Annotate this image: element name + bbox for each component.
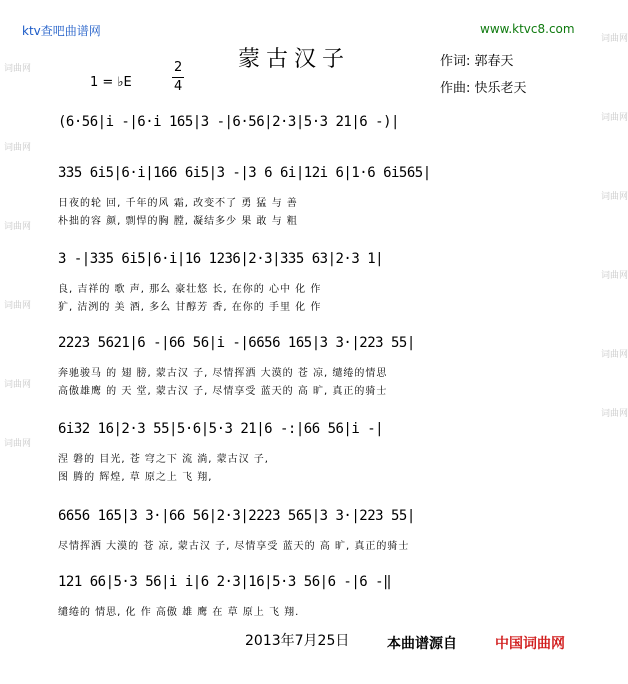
watermark-text: 词曲网 (601, 192, 628, 202)
watermark-right (601, 30, 628, 424)
source-label: 本曲谱源自 (387, 636, 457, 652)
score-system-3-lyrics-verse-1: 良, 吉祥的 歌 声, 那么 豪壮悠 长, 在你的 心中 化 作 (58, 284, 322, 295)
lyricist-credit: 作词: 郭春天 (440, 54, 514, 69)
composer-credit: 作曲: 快乐老天 (440, 81, 527, 96)
score-system-5-lyrics-verse-1: 涅 磐的 目光, 苍 穹之下 流 淌, 蒙古汉 子, (58, 454, 269, 465)
watermark-text: 词曲网 (4, 380, 32, 390)
score-system-2-lyrics-verse-2: 朴拙的容 颜, 剽悍的胸 膛, 凝结多少 果 敢 与 粗 (58, 216, 298, 227)
score-system-5-notes: 6i32 16|2·3 55|5·6|5·3 21|6 -:|66 56|i -| (58, 421, 384, 437)
watermark-text: 词曲网 (601, 113, 628, 123)
key-signature: 1 = ♭E (90, 75, 132, 90)
watermark-text: 词曲网 (4, 143, 32, 153)
score-system-2-lyrics-verse-1: 日夜的轮 回, 千年的风 霜, 改变不了 勇 猛 与 善 (58, 198, 298, 209)
score-system-3-notes: 3 -|335 6i5|6·i|16 1236|2·3|335 63|2·3 1| (58, 251, 384, 267)
score-system-6-lyrics: 尽情挥洒 大漠的 苍 凉, 蒙古汉 子, 尽情享受 蓝天的 高 旷, 真正的骑士 (58, 541, 410, 552)
watermark-text: 词曲网 (4, 301, 32, 311)
score-system-2-notes: 335 6i5|6·i|166 6i5|3 -|3 6 6i|12i 6|1·6 6i565| (58, 165, 431, 181)
watermark-text: 词曲网 (601, 271, 628, 281)
score-system-7-notes: 121 66|5·3 56|i i|6 2·3|16|5·3 56|6 -|6 -‖ (58, 574, 392, 590)
score-system-5-lyrics-verse-2: 图 腾的 辉煌, 草 原之上 飞 翔, (58, 472, 213, 483)
time-signature-bottom: 4 (174, 79, 183, 94)
score-system-1-notes: (6·56|i -|6·i 165|3 -|6·56|2·3|5·3 21|6 -)| (58, 114, 399, 130)
source-site-name: 中国词曲网 (495, 636, 565, 652)
site-name-left: ktv查吧曲谱网 (22, 24, 101, 38)
score-system-4-lyrics-verse-1: 奔驰骏马 的 翅 膀, 蒙古汉 子, 尽情挥洒 大漠的 苍 凉, 缱绻的情思 (58, 368, 388, 379)
watermark-text: 词曲网 (601, 34, 628, 44)
song-title: 蒙古汉子 (238, 47, 351, 72)
site-url-right: www.ktvc8.com (480, 22, 575, 36)
watermark-text: 词曲网 (4, 64, 32, 74)
watermark-text: 词曲网 (601, 409, 628, 419)
time-signature-bar (172, 77, 184, 78)
watermark-text: 词曲网 (601, 350, 628, 360)
watermark-text: 词曲网 (4, 439, 32, 449)
score-system-3-lyrics-verse-2: 犷, 洁洌的 美 酒, 多么 甘醇芳 香, 在你的 手里 化 作 (58, 302, 322, 313)
watermark-text: 词曲网 (4, 222, 32, 232)
score-system-4-lyrics-verse-2: 高傲雄鹰 的 天 堂, 蒙古汉 子, 尽情享受 蓝天的 高 旷, 真正的骑士 (58, 386, 388, 397)
time-signature-top: 2 (174, 60, 183, 75)
publish-date: 2013年7月25日 (245, 633, 350, 649)
score-system-6-notes: 6656 165|3 3·|66 56|2·3|2223 565|3 3·|223 55| (58, 508, 415, 524)
score-system-7-lyrics: 缱绻的 情思, 化 作 高傲 雄 鹰 在 草 原上 飞 翔. (58, 607, 300, 618)
score-system-4-notes: 2223 5621|6 -|66 56|i -|6656 165|3 3·|223 55| (58, 335, 415, 351)
watermark-left (4, 60, 31, 454)
